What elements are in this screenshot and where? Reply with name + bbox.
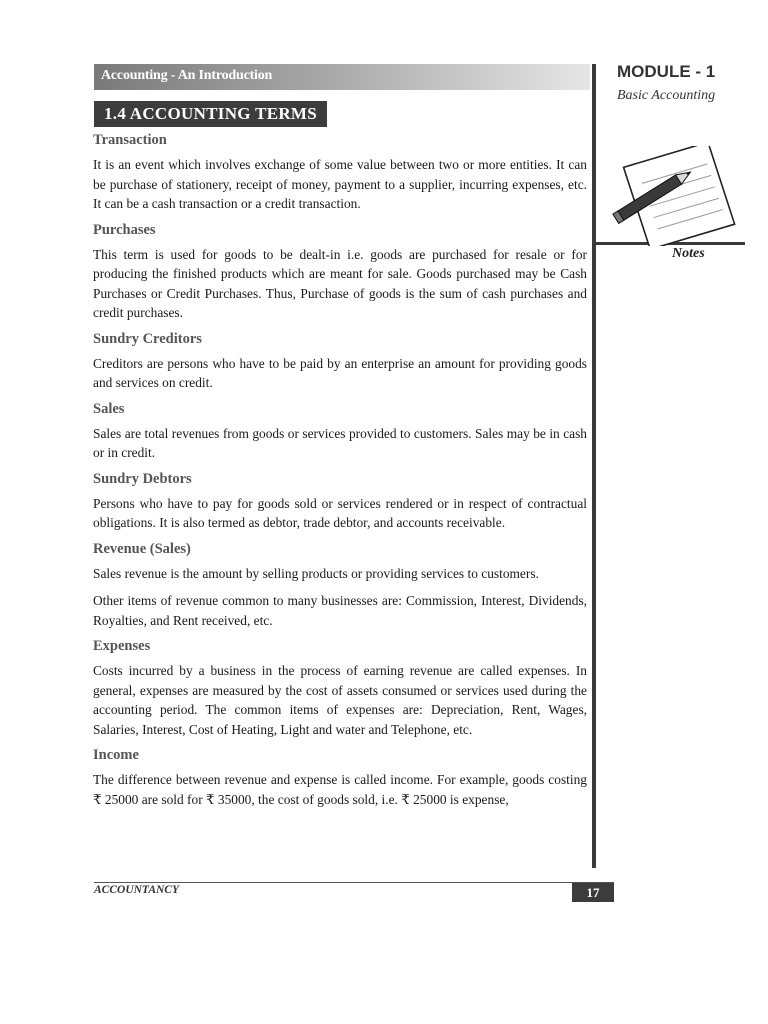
term-paragraph: Persons who have to pay for goods sold or services rendered or in respect of contractual obligations. It is also termed as debtor, trade debtor, and accounts receivable. [93,495,587,530]
term-heading: Income [93,747,139,763]
footer-label: ACCOUNTANCY [94,884,179,896]
margin-divider-vertical [592,64,596,868]
module-title: MODULE - 1 [617,62,716,81]
term-revenue [93,541,587,631]
term-income [93,747,587,809]
term-purchases [93,222,587,323]
term-sales [93,401,587,463]
section-title: 1.4 ACCOUNTING TERMS [94,101,327,127]
notes-pencil-icon [610,146,738,246]
term-expenses [93,638,587,739]
module-subtitle: Basic Accounting [617,88,716,103]
term-heading: Purchases [93,221,156,238]
term-paragraph: Other items of revenue common to many businesses are: Commission, Interest, Dividends, Royalties, and Rent received, etc. [93,593,587,628]
term-heading: Sundry Creditors [93,330,202,347]
term-paragraph: Sales are total revenues from goods or services provided to customers. Sales may be in cash or in credit. [93,425,587,460]
term-heading: Revenue (Sales) [93,540,191,557]
term-heading: Sales [93,400,125,417]
term-paragraph: It is an event which involves exchange of some value between two or more entities. It can be purchase of stationery, receipt of money, payment to a supplier, incurring expenses, etc. It can be a cash transaction or a credit transaction. [93,157,587,211]
term-sundry-creditors [93,331,587,393]
term-heading: Sundry Debtors [93,470,192,487]
terms-content [93,132,587,817]
term-paragraph: The difference between revenue and expense is called income. For example, goods costing ₹ 25000 are sold for ₹ 35000, the cost of goods sold, i.e. ₹ 25000 is expense, [93,772,587,807]
running-header-bar [94,64,590,90]
notes-label: Notes [672,246,705,261]
term-sundry-debtors [93,471,587,533]
term-paragraph: Sales revenue is the amount by selling products or providing services to customers. [93,565,539,581]
term-paragraph: Costs incurred by a business in the process of earning revenue are called expenses. In general, expenses are measured by the cost of assets consumed or services used during the accounting period. The common items of expenses are: Depreciation, Rent, Wages, Salaries, Interest, Cost of Heating, Light and water and Telephone, etc. [93,663,587,737]
term-heading: Transaction [93,132,167,148]
running-header-title: Accounting - An Introduction [101,68,273,83]
page-number: 17 [572,883,614,902]
term-paragraph: Creditors are persons who have to be paid by an enterprise an amount for providing goods and services on credit. [93,355,587,390]
term-heading: Expenses [93,638,151,654]
term-transaction [93,132,587,214]
term-paragraph: This term is used for goods to be dealt-in i.e. goods are purchased for resale or for producing the finished products which are meant for sale. Goods purchased may be Cash Purchases or Credit Purchases. Thus, Purchase of goods is the sum of cash purchases and credit purchases. [93,246,587,320]
footer-rule [94,882,614,883]
